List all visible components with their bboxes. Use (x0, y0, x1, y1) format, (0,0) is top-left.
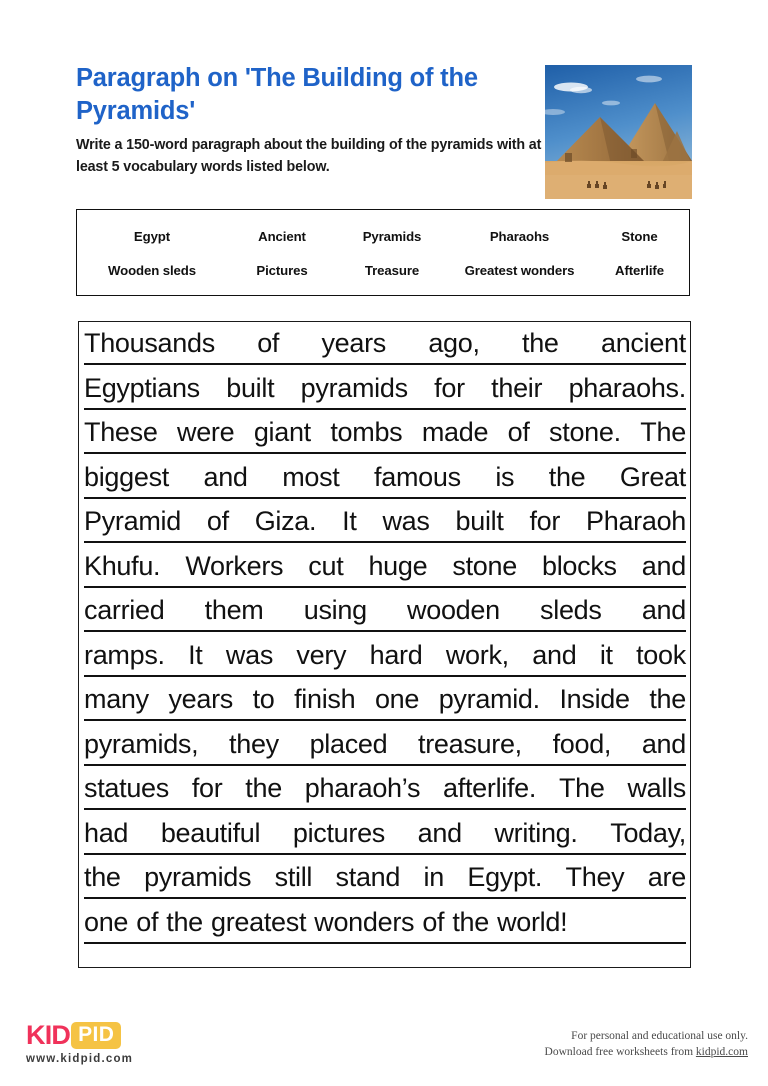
notice-line-2 (545, 1044, 748, 1060)
answer-word: to (252, 684, 275, 714)
vocabulary-word: Pyramids (362, 229, 422, 244)
answer-word: the (649, 684, 686, 714)
answer-word: Pyramid (84, 506, 181, 536)
answer-word: the (522, 328, 559, 358)
logo-website-url: www.kidpid.com (26, 1053, 134, 1065)
answer-word: food, (552, 728, 612, 759)
copyright-notice (545, 1028, 748, 1060)
answer-word: years (168, 684, 233, 714)
answer-line (84, 637, 686, 682)
answer-word: sleds (540, 595, 602, 625)
page-instructions: Write a 150-word paragraph about the building of the pyramids with at least 5 vocabulary words listed below. (76, 137, 542, 175)
answer-word: afterlife. (443, 773, 537, 803)
answer-word: they (229, 728, 279, 759)
answer-word: of (507, 417, 530, 447)
answer-word: pictures (292, 817, 385, 848)
answer-word: pharaoh’s (304, 773, 421, 803)
answer-word: had (84, 817, 129, 848)
answer-word: pyramids (300, 372, 408, 403)
answer-word: built (455, 506, 504, 536)
answer-word: carried (84, 595, 165, 625)
answer-word: for (529, 506, 561, 536)
notice-line-1: For personal and educational use only. (571, 1030, 748, 1042)
answer-word: was (382, 506, 430, 536)
answer-line-text (84, 904, 686, 944)
answer-word: Khufu. (84, 550, 161, 581)
answer-word: wooden (407, 595, 500, 625)
answer-word: and (641, 595, 686, 625)
vocabulary-word: Stone (621, 229, 658, 244)
answer-word: huge (368, 550, 428, 581)
answer-word: Inside (559, 684, 630, 714)
answer-word: the (452, 906, 489, 937)
pyramid-photo-illustration (545, 65, 692, 199)
answer-word: famous (374, 461, 461, 492)
answer-word: and (641, 550, 686, 581)
answer-word: many (84, 684, 149, 714)
answer-word: and (203, 461, 248, 492)
answer-word: writing. (494, 817, 578, 848)
vocabulary-word: Egypt (133, 229, 171, 244)
vocabulary-word: Greatest wonders (464, 263, 575, 278)
answer-word: These (84, 417, 158, 447)
answer-word: ramps. (84, 639, 165, 670)
answer-word: stone (452, 550, 517, 581)
answer-word: pharaohs. (568, 372, 686, 403)
answer-word: wonders (314, 906, 415, 937)
kidpid-link[interactable]: kidpid.com (695, 1046, 748, 1058)
answer-line-text (84, 592, 686, 632)
vocabulary-row (77, 220, 689, 254)
answer-word: Great (619, 461, 686, 492)
answer-word: Today, (610, 817, 686, 848)
answer-word: Thousands (84, 328, 215, 358)
answer-line (84, 414, 686, 459)
answer-word: The (640, 417, 686, 447)
answer-word: Egypt. (467, 862, 543, 892)
answer-line (84, 904, 686, 949)
vocabulary-word: Pictures (256, 263, 308, 278)
answer-line (84, 815, 686, 860)
answer-word: the (245, 773, 282, 803)
answer-word: It (342, 506, 357, 536)
kidpid-logo (26, 1020, 133, 1065)
answer-word: pyramids (144, 862, 252, 892)
answer-line (84, 370, 686, 415)
answer-word: for (191, 773, 223, 803)
answer-word: still (274, 862, 313, 892)
answer-line-text (84, 503, 686, 543)
answer-word: ago, (428, 328, 480, 358)
answer-word: stand (335, 862, 401, 892)
answer-word: statues (84, 773, 169, 803)
answer-word: and (532, 639, 577, 670)
vocabulary-word: Ancient (258, 229, 306, 244)
answer-line-text (84, 859, 686, 899)
answer-word: the (166, 906, 203, 937)
answer-word: beautiful (160, 817, 261, 848)
pyramids-of-giza-image (545, 65, 692, 199)
answer-line-text (84, 459, 686, 499)
answer-word: biggest (84, 461, 169, 492)
answer-word: and (417, 817, 462, 848)
answer-word: one (374, 684, 420, 714)
page-title: Paragraph on 'The Building of the Pyramids' (76, 64, 478, 125)
answer-line-text (84, 325, 686, 365)
answer-line-text (84, 726, 686, 766)
answer-line (84, 859, 686, 904)
answer-line (84, 548, 686, 593)
answer-word: of (422, 906, 445, 937)
answer-word: It (188, 639, 203, 670)
answer-word: treasure, (418, 728, 522, 759)
answer-word: pyramid. (438, 684, 540, 714)
answer-word: Pharaoh (586, 506, 686, 536)
answer-line-text (84, 681, 686, 721)
answer-word: greatest (211, 906, 307, 937)
answer-word: blocks (541, 550, 617, 581)
answer-word: Egyptians (84, 372, 200, 403)
vocabulary-grid (77, 210, 689, 295)
answer-word: Workers (185, 550, 284, 581)
answer-word: is (495, 461, 515, 492)
answer-word: built (226, 372, 275, 403)
answer-line (84, 503, 686, 548)
answer-written-lines (79, 325, 690, 948)
worksheet-header (76, 62, 692, 192)
answer-word: very (296, 639, 347, 670)
page-footer (0, 1012, 768, 1086)
answer-word: world! (497, 906, 568, 937)
answer-line (84, 770, 686, 815)
answer-word: made (421, 417, 489, 447)
answer-word: of (257, 328, 280, 358)
answer-word: were (177, 417, 235, 447)
answer-line-text (84, 770, 686, 810)
answer-word: and (641, 728, 686, 759)
vocabulary-word: Pharaohs (489, 229, 550, 244)
paragraph-answer-box[interactable] (78, 321, 691, 968)
vocabulary-word: Afterlife (615, 263, 664, 278)
answer-word: it (599, 639, 613, 670)
answer-word: took (636, 639, 686, 670)
answer-word: in (423, 862, 444, 892)
answer-word: the (84, 862, 121, 892)
answer-line-text (84, 414, 686, 454)
notice-prefix: Download free worksheets from (544, 1046, 696, 1058)
answer-word: using (303, 595, 367, 625)
answer-word: They (565, 862, 625, 892)
vocabulary-row (77, 254, 689, 288)
logo-pid-badge: PID (71, 1022, 121, 1049)
answer-word: cut (308, 550, 344, 581)
answer-line-text (84, 548, 686, 588)
vocabulary-word: Wooden sleds (108, 263, 196, 278)
answer-word: placed (309, 728, 388, 759)
answer-line (84, 726, 686, 771)
answer-word: tombs (330, 417, 403, 447)
answer-line (84, 681, 686, 726)
answer-word: the (548, 461, 586, 492)
answer-word: finish (294, 684, 356, 714)
answer-word: pyramids, (84, 728, 199, 759)
answer-word: one (84, 906, 129, 937)
header-text-block (76, 62, 546, 178)
answer-word: walls (627, 773, 686, 803)
answer-line-text (84, 370, 686, 410)
answer-line-text (84, 815, 686, 855)
answer-word: ancient (600, 328, 686, 358)
answer-word: stone. (549, 417, 621, 447)
answer-word: them (204, 595, 264, 625)
answer-line (84, 459, 686, 504)
answer-word: for (434, 372, 465, 403)
answer-word: years (321, 328, 386, 358)
logo-kid-text: KID (26, 1020, 71, 1050)
answer-word: are (647, 862, 686, 892)
answer-word: The (558, 773, 605, 803)
vocabulary-word-bank (76, 209, 690, 296)
answer-word: most (282, 461, 340, 492)
answer-line (84, 592, 686, 637)
answer-line-text (84, 637, 686, 677)
answer-word: of (206, 506, 229, 536)
answer-word: Giza. (254, 506, 317, 536)
answer-line (84, 325, 686, 370)
vocabulary-word: Treasure (364, 263, 420, 278)
logo-wordmark (26, 1020, 133, 1050)
answer-word: of (136, 906, 159, 937)
answer-word: hard (369, 639, 423, 670)
answer-word: their (491, 372, 543, 403)
answer-word: was (225, 639, 274, 670)
answer-word: work, (445, 639, 509, 670)
answer-word: giant (253, 417, 311, 447)
